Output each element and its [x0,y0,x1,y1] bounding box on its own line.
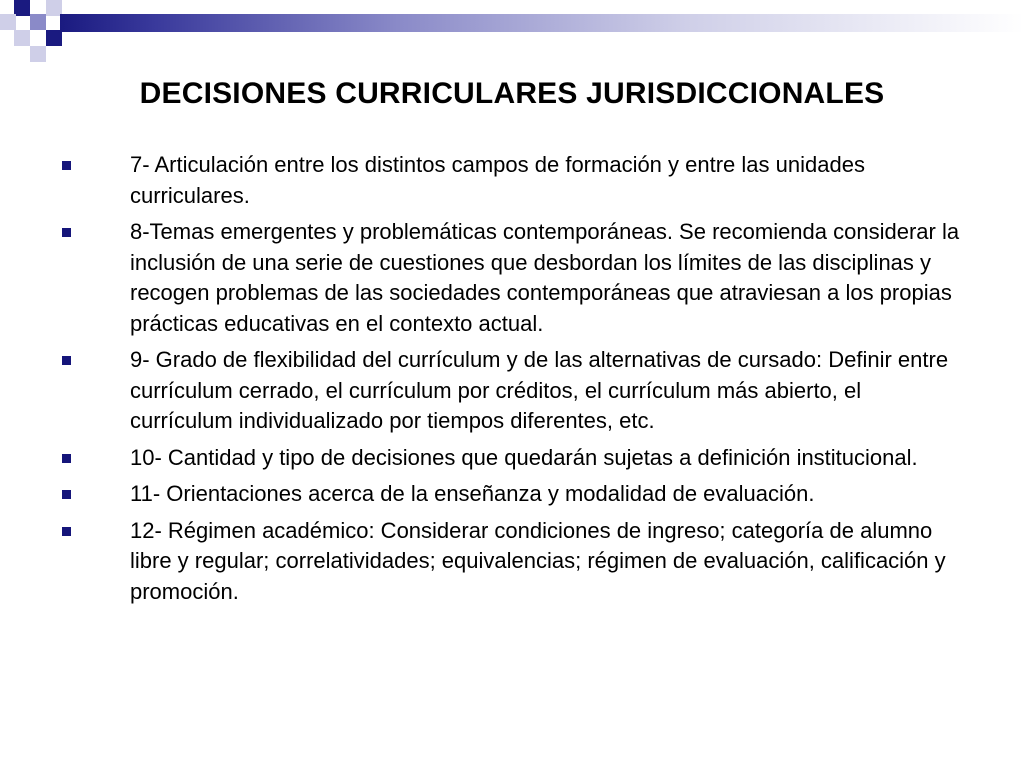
slide-title: DECISIONES CURRICULARES JURISDICCIONALES [139,77,885,110]
decor-square [30,46,46,62]
header-decoration [0,0,1024,80]
bullet-item [62,443,962,474]
bullet-item [62,150,962,211]
bullet-text: 7- Articulación entre los distintos campos de formación y entre las unidades curriculares. [130,152,865,208]
square-bullet-icon [62,454,71,463]
decor-square [14,30,30,46]
bullet-text: 12- Régimen académico: Considerar condiciones de ingreso; categoría de alumno libre y regular; correlatividades; equivalencias; régimen de evaluación, calificación y promoción. [130,517,946,604]
bullet-text: 9- Grado de flexibilidad del currículum y de las alternativas de cursado: Definir entre currículum cerrado, el currículum por créditos, el currículum más abierto, el currículum individualizado por tiempos diferentes, etc. [130,347,949,433]
square-bullet-icon [62,490,71,499]
decor-square [0,14,16,30]
decor-square [14,0,30,16]
square-bullet-icon [62,161,71,170]
bullet-text: 11- Orientaciones acerca de la enseñanza y modalidad de evaluación. [130,481,815,506]
bullet-item [62,345,962,437]
square-bullet-icon [62,527,71,536]
bullet-text: 8-Temas emergentes y problemáticas contemporáneas. Se recomienda considerar la inclusión de una serie de cuestiones que desbordan los límites de las disciplinas y recogen problemas de las sociedades contemporáneas que atraviesan a los propias prácticas educativas en el contexto actual. [130,219,960,336]
bullet-list [62,150,962,613]
bullet-text: 10- Cantidad y tipo de decisiones que quedarán sujetas a definición institucional. [130,444,918,470]
square-bullet-icon [62,228,71,237]
bullet-item [62,479,962,510]
header-gradient-bar [60,14,1024,32]
bullet-item [62,217,962,339]
decor-square [30,14,46,30]
bullet-item [62,516,962,608]
decor-square [46,30,62,46]
square-bullet-icon [62,356,71,365]
